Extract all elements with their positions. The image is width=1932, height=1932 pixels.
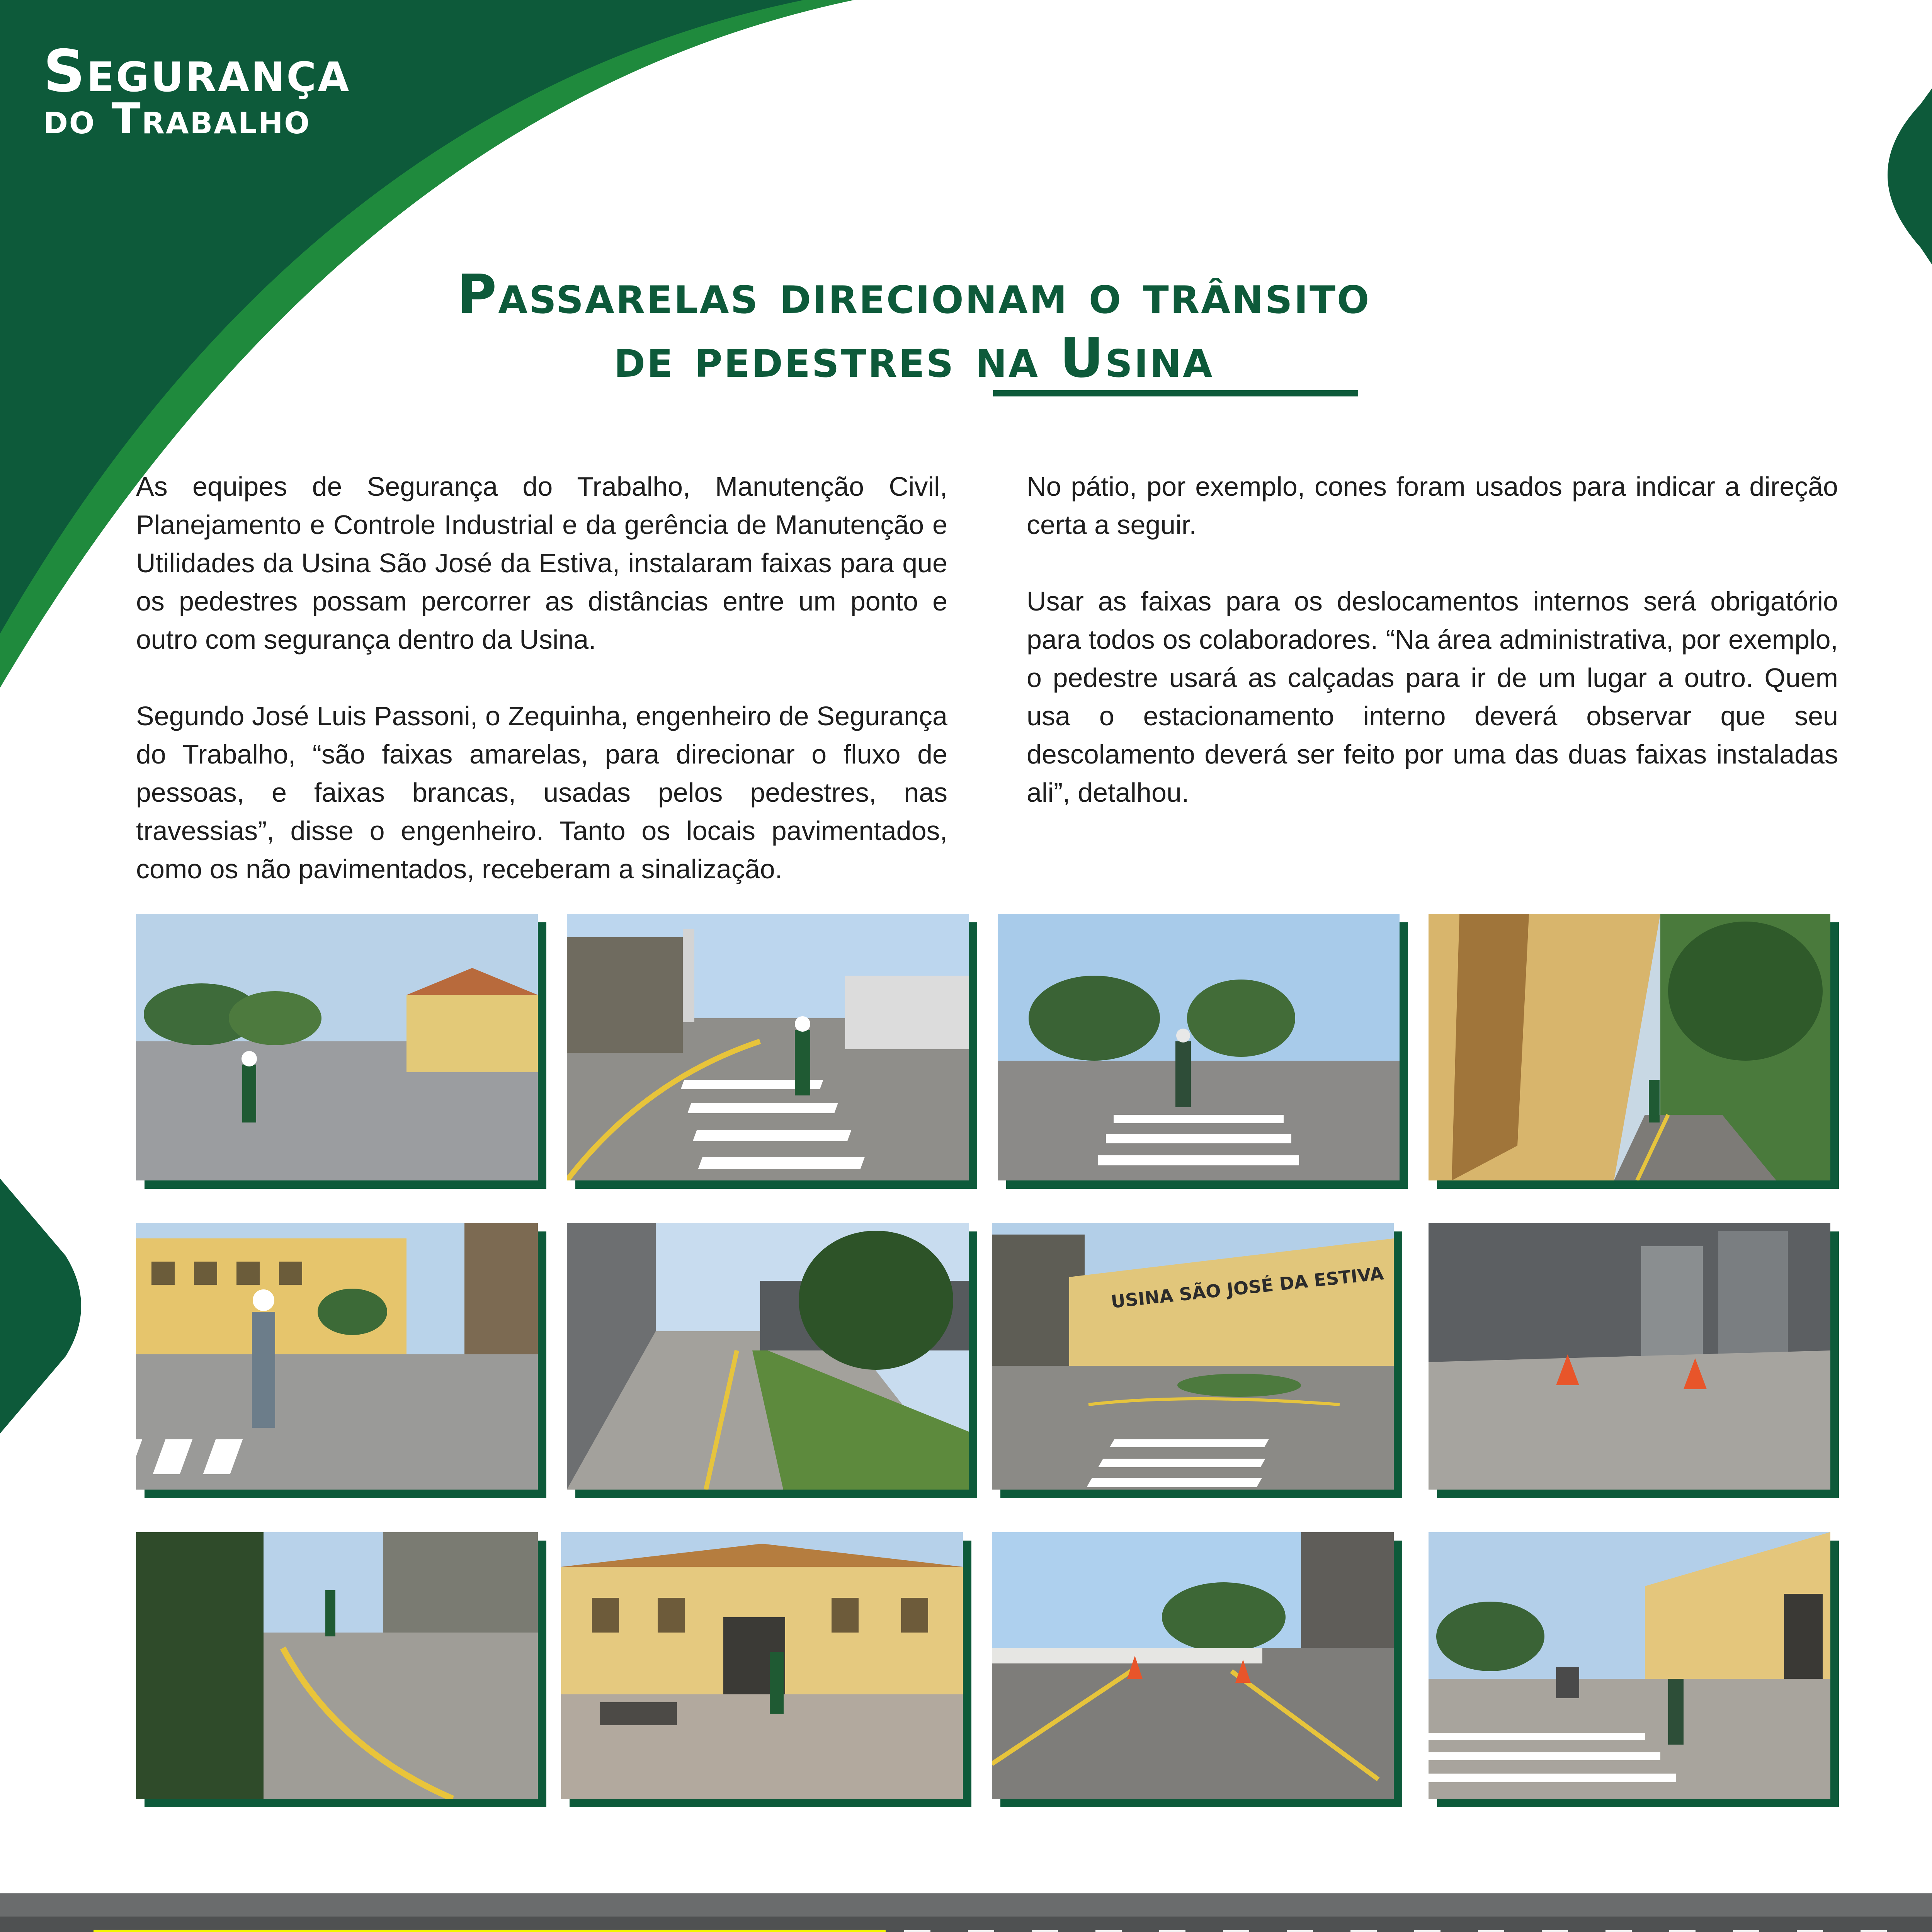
photo-sign-text: USINA SÃO JOSÉ DA ESTIVA [1110, 1263, 1385, 1312]
photo-walkway-building [1429, 914, 1830, 1180]
section-title-line2: do Trabalho [43, 94, 311, 143]
paragraph: Segundo José Luis Passoni, o Zequinha, engenheiro de Segurança do Trabalho, “são faixas amarelas, para direcionar o fluxo de pessoas, e faixas brancas, usadas pelos pedestres, nas travessias”, disse o engenheiro. Tanto os locais pavimentados, como os não pavimentados, receberam a sinalização. [136, 701, 947, 884]
photo-crosswalk-1 [136, 914, 538, 1180]
photo-crosswalk-3 [998, 914, 1400, 1180]
article-title-line2: de pedestres na Usina [614, 327, 1214, 390]
article1-column-left [136, 468, 947, 927]
photo-crosswalk-2 [567, 914, 969, 1180]
photo-cones-plant [1429, 1223, 1830, 1490]
section-title-line1: Segurança [43, 38, 351, 105]
title-underline [993, 390, 1358, 396]
photo-curved-path [136, 1532, 538, 1799]
photo-road-yellow-line [567, 1223, 969, 1490]
pe-na-faixa-banner [0, 1893, 1932, 1932]
photo-parking-cones [992, 1532, 1394, 1799]
paragraph: As equipes de Segurança do Trabalho, Manutenção Civil, Planejamento e Controle Industrial e da gerência de Manutenção e Utilidades da Usina São José da Estiva, instalaram faixas para que os pedestres possam percorrer as distâncias entre um ponto e outro com segurança dentro da Usina. [136, 471, 947, 655]
photo-usina-entrance [992, 1223, 1394, 1490]
paragraph: Usar as faixas para os deslocamentos internos será obrigatório para todos os colaboradores. “Na área administrativa, por exemplo, o pedestre usará as calçadas para ir de um lugar a outro. Quem usa o estacionamento interno deverá observar que seu descolamento deverá ser feito por uma das duas faixas instaladas ali”, detalhou. [1027, 586, 1838, 808]
banner-road-top [0, 1893, 1932, 1917]
article-title-line1: Passarelas direcionam o trânsito [457, 263, 1371, 326]
left-tab [0, 1179, 93, 1434]
crosswalk-stripes [904, 1930, 1924, 1932]
paragraph: No pátio, por exemplo, cones foram usados para indicar a direção certa a seguir. [1027, 471, 1838, 540]
photo-cart-building [561, 1532, 963, 1799]
article-title [309, 263, 1519, 390]
photo-sidewalk-crossing [1429, 1532, 1830, 1799]
photo-worker-crossing [136, 1223, 538, 1490]
article1-column-right [1027, 468, 1838, 850]
banner-yellow-box [94, 1930, 886, 1932]
top-right-tab [1847, 0, 1932, 359]
section-header [43, 38, 351, 143]
